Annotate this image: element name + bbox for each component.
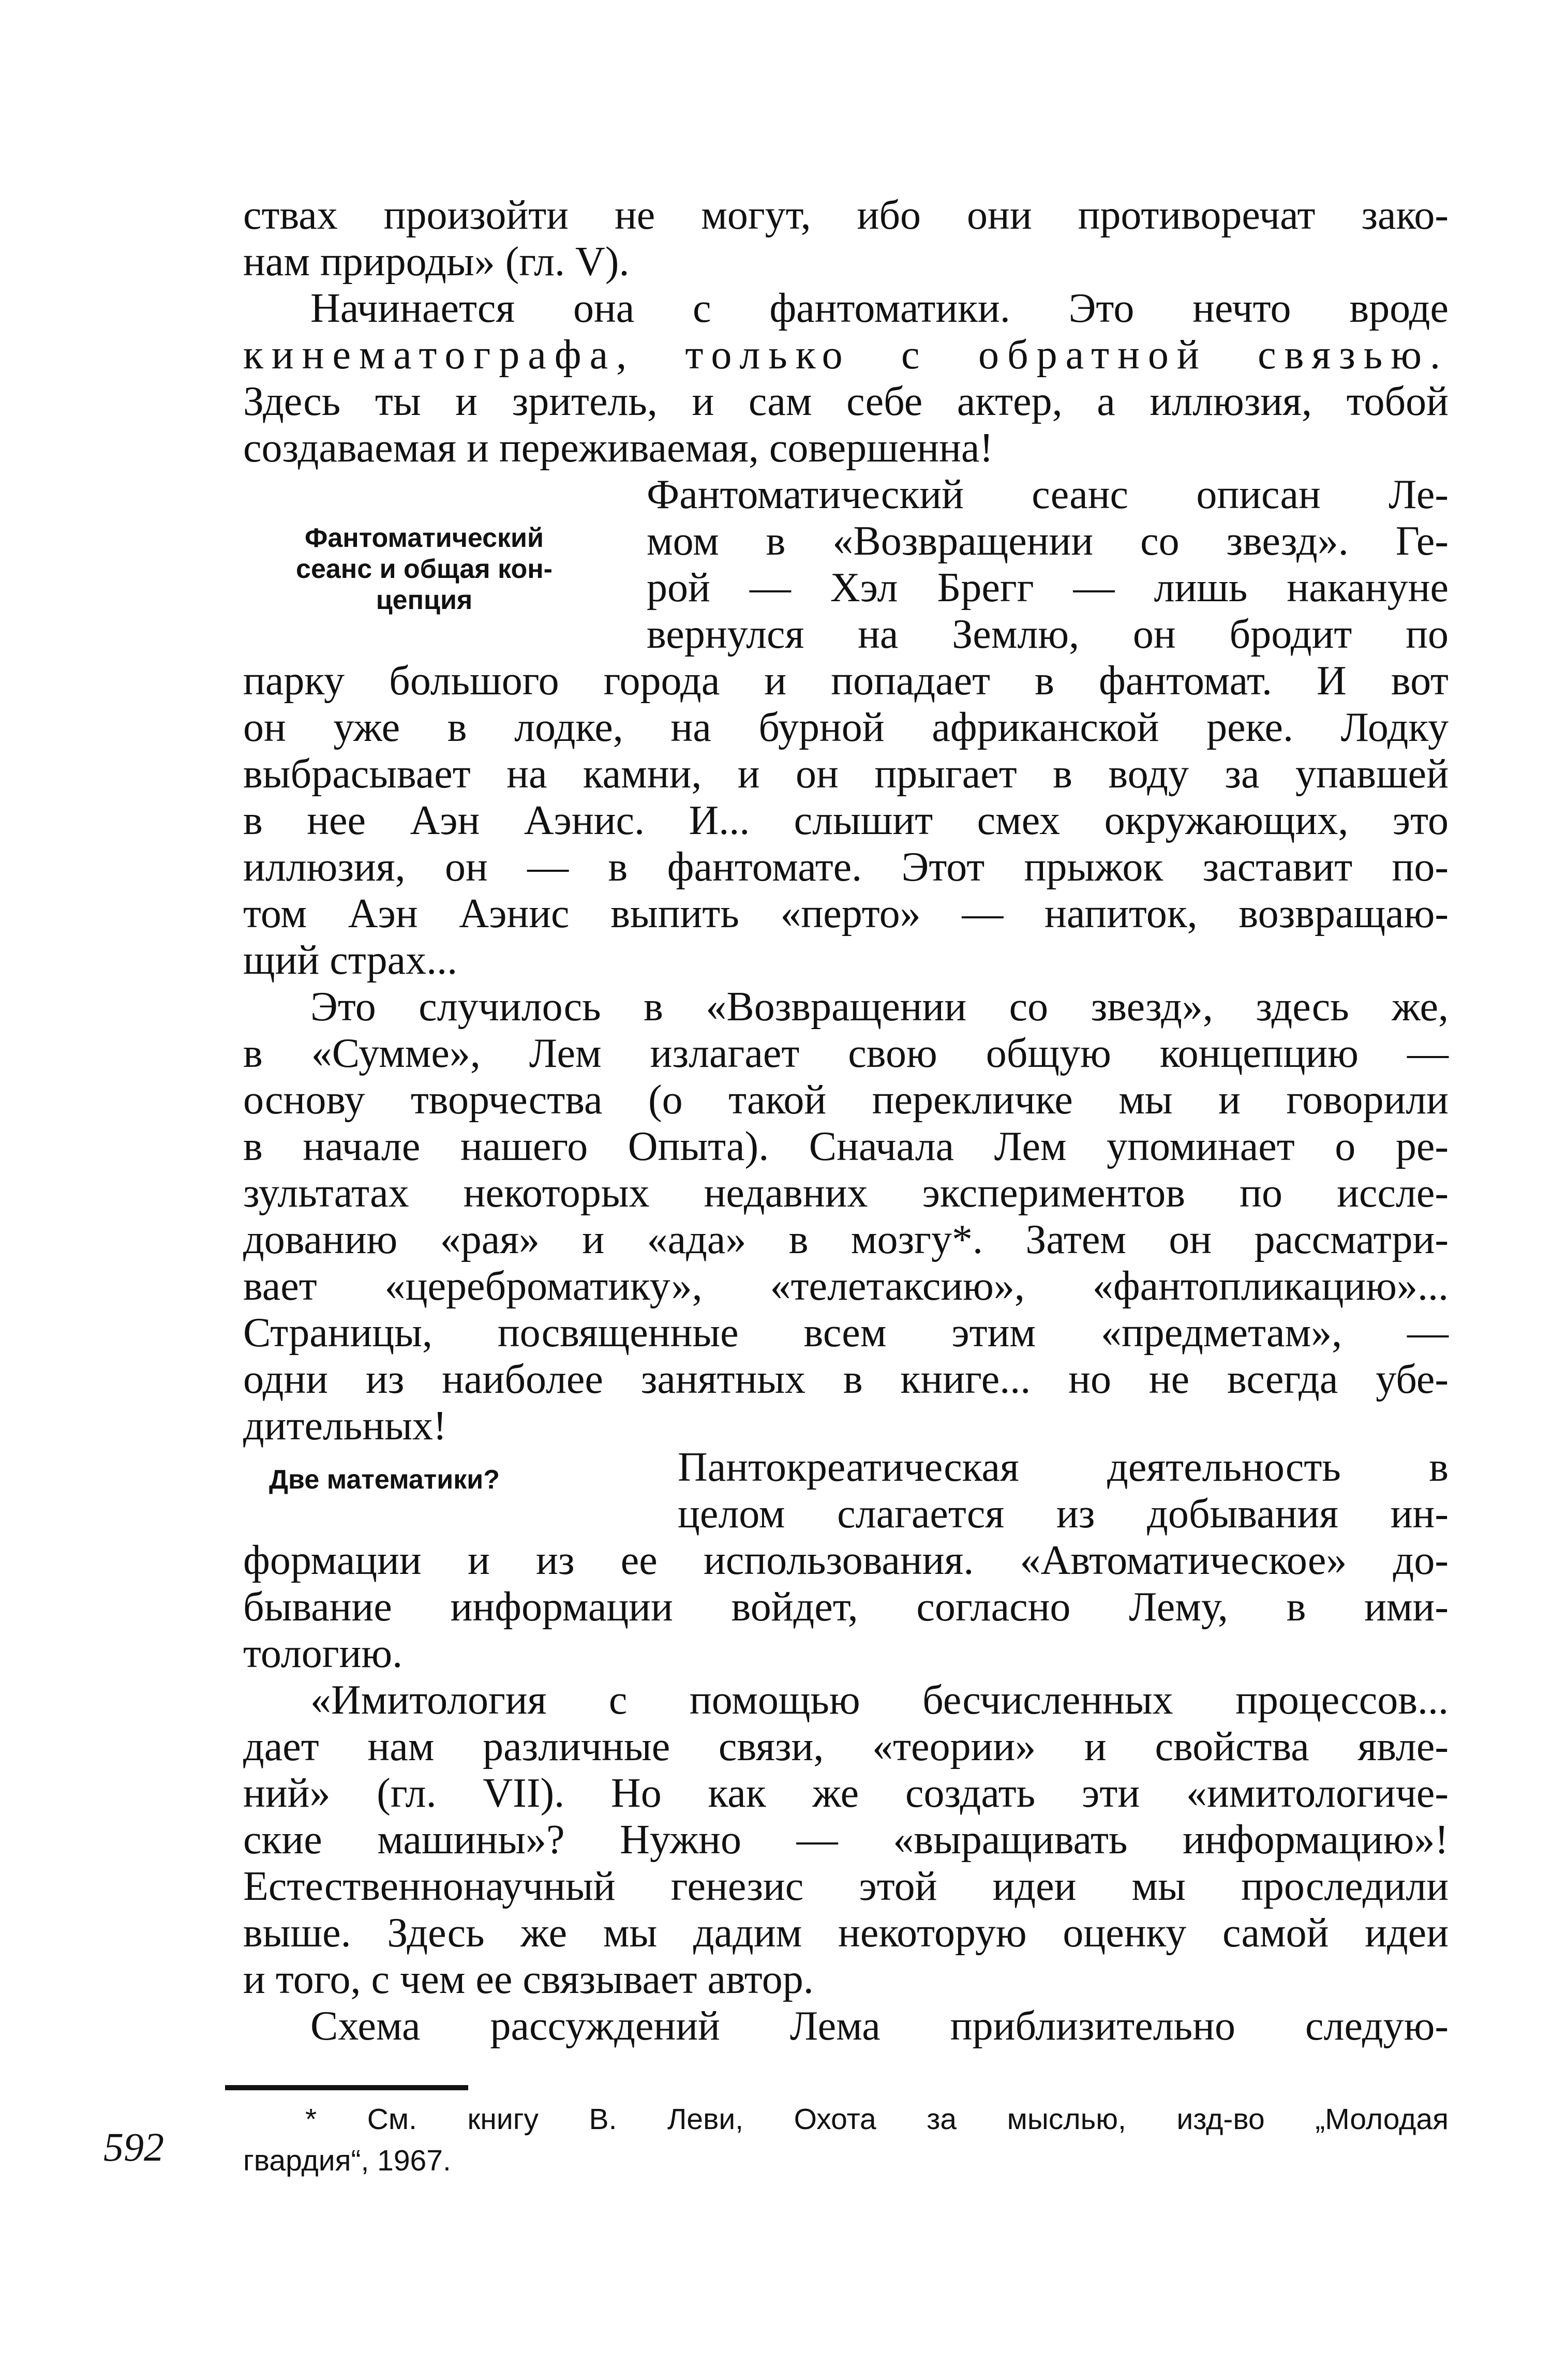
text-line: одни из наиболее занятных в книге... но не всегда убе- [243, 1357, 1449, 1402]
text-line: в нее Аэн Аэнис. И... слышит смех окружающих, это [243, 798, 1449, 843]
text-line: Здесь ты и зритель, и сам себе актер, а иллюзия, тобой [243, 379, 1449, 424]
text-line: он уже в лодке, на бурной африканской реке. Лодку [243, 705, 1449, 750]
text-line: иллюзия, он — в фантомате. Этот прыжок заставит по- [243, 844, 1449, 890]
footnote-line: гвардия“, 1967. [243, 2144, 451, 2177]
margin-note: сеанс и общая кон- [296, 554, 553, 584]
text-line: ские машины»? Нужно — «выращивать информацию»! [243, 1817, 1449, 1863]
footnote-rule [225, 2085, 468, 2090]
margin-note: Две математики? [269, 1465, 500, 1495]
text-line: дительных! [243, 1403, 447, 1449]
margin-note: Фантоматический [304, 523, 544, 553]
text-line: формации и из ее использования. «Автоматическое» до- [243, 1538, 1449, 1583]
text-line: «Имитология с помощью бесчисленных процессов... [310, 1677, 1449, 1723]
text-line: тологию. [243, 1631, 403, 1676]
text-line: и того, с чем ее связывает автор. [243, 1957, 814, 2002]
text-line: вает «цереброматику», «телетаксию», «фантопликацию»... [243, 1263, 1449, 1309]
text-line: ний» (гл. VII). Но как же создать эти «имитологиче- [243, 1771, 1449, 1816]
text-line: Страницы, посвященные всем этим «предметам», — [243, 1310, 1449, 1356]
text-line: основу творчества (о такой перекличке мы и говорили [243, 1077, 1449, 1123]
text-line: в начале нашего Опыта). Сначала Лем упоминает о ре- [243, 1124, 1449, 1169]
text-line: выше. Здесь же мы дадим некоторую оценку самой идеи [243, 1910, 1449, 1956]
text-line: Естественнонаучный генезис этой идеи мы проследили [243, 1864, 1449, 1909]
text-line: мом в «Возвращении со звезд». Ге- [647, 518, 1449, 564]
text-line: кинематографа, только с обратной связью. [243, 332, 1449, 378]
text-line: нам природы» (гл. V). [243, 239, 630, 285]
text-line: Это случилось в «Возвращении со звезд», здесь же, [310, 984, 1449, 1030]
text-line: рой — Хэл Брегг — лишь накануне [647, 565, 1449, 611]
footnote-line: * См. книгу В. Леви, Охота за мыслью, изд-во „Молодая [305, 2103, 1449, 2136]
text-line: Пантокреатическая деятельность в [678, 1445, 1449, 1490]
text-line: Схема рассуждений Лема приблизительно следую- [310, 2003, 1449, 2049]
text-line: ствах произойти не могут, ибо они противоречат зако- [243, 192, 1449, 238]
text-line: дает нам различные связи, «теории» и свойства явле- [243, 1724, 1449, 1769]
margin-note: цепция [376, 585, 473, 615]
text-line: вернулся на Землю, он бродит по [647, 612, 1449, 657]
text-line: выбрасывает на камни, и он прыгает в воду за упавшей [243, 751, 1449, 797]
text-line: создаваемая и переживаемая, совершенна! [243, 425, 994, 471]
text-line: том Аэн Аэнис выпить «перто» — напиток, возвращаю- [243, 891, 1449, 936]
text-line: Фантоматический сеанс описан Ле- [647, 472, 1449, 517]
text-line: в «Сумме», Лем излагает свою общую концепцию — [243, 1031, 1449, 1076]
page-number: 592 [103, 2124, 164, 2169]
text-line: целом слагается из добывания ин- [678, 1491, 1449, 1537]
text-line: Начинается она с фантоматики. Это нечто вроде [310, 286, 1449, 331]
text-line: бывание информации войдет, согласно Лему, в ими- [243, 1584, 1449, 1630]
text-line: дованию «рая» и «ада» в мозгу*. Затем он рассматри- [243, 1217, 1449, 1262]
text-line: парку большого города и попадает в фантомат. И вот [243, 658, 1449, 704]
text-line: зультатах некоторых недавних экспериментов по иссле- [243, 1170, 1449, 1216]
text-line: щий страх... [243, 938, 458, 983]
